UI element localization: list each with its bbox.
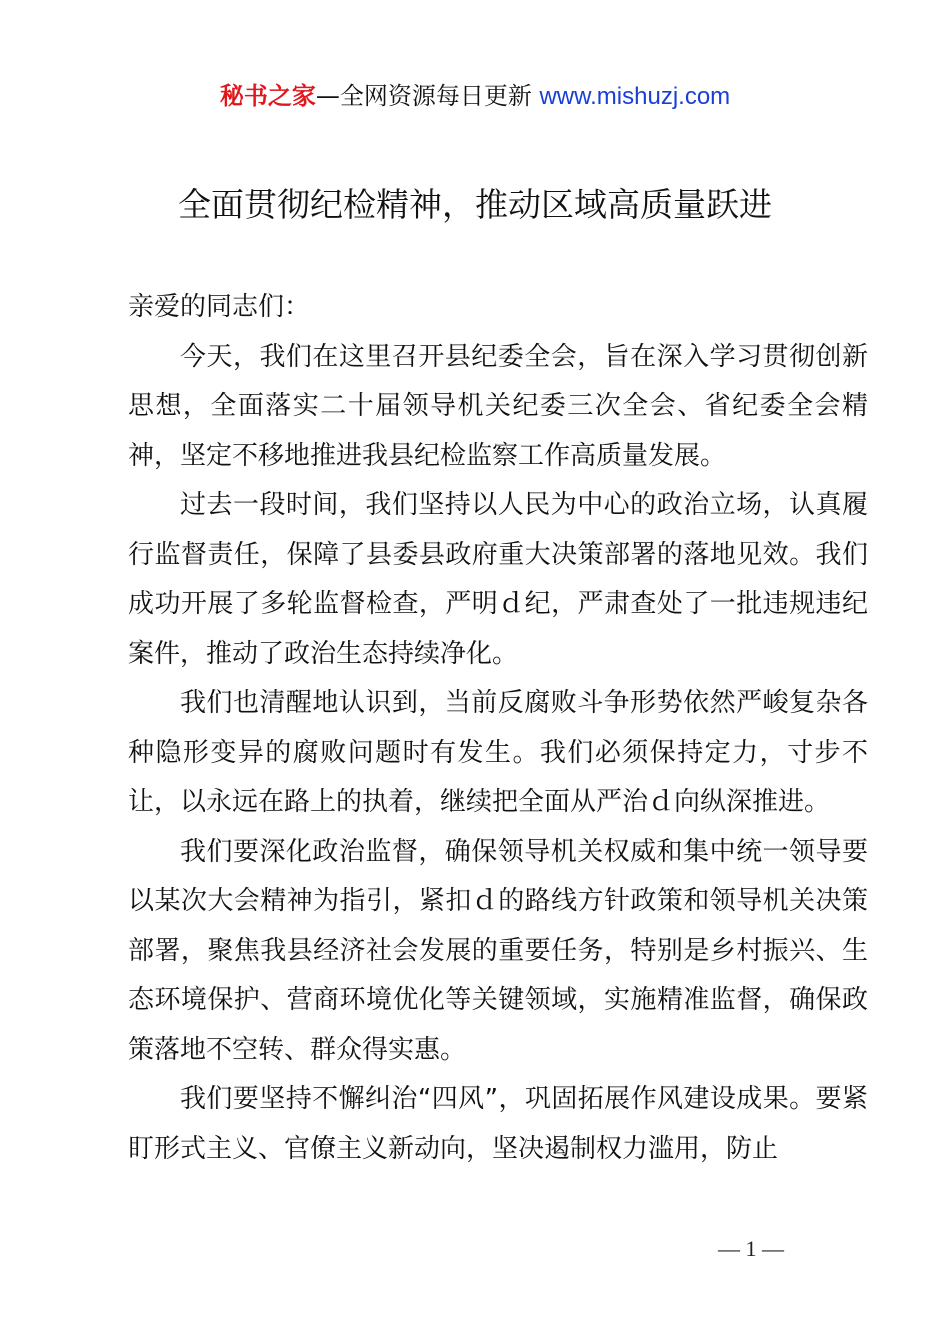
document-body [128,283,868,1174]
page-number: — 1 — [718,1236,784,1261]
site-url-link[interactable]: www.mishuzj.com [539,83,731,110]
paragraph: 我们要坚持不懈纠治“四风”，巩固拓展作风建设成果。要紧盯形式主义、官僚主义新动向，坚决遏制权力滥用，防止 [128,1084,868,1164]
paragraph: 我们也清醒地认识到，当前反腐败斗争形势依然严峻复杂各种隐形变异的腐败问题时有发生。我们必须保持定力，寸步不让，以永远在路上的执着，继续把全面从严治ｄ向纵深推进。 [128,688,868,817]
site-header [0,78,950,115]
paragraph: 过去一段时间，我们坚持以人民为中心的政治立场，认真履行监督责任，保障了县委县政府重大决策部署的落地见效。我们成功开展了多轮监督检查，严明ｄ纪，严肃查处了一批违规违纪案件，推动了政治生态持续净化。 [128,490,868,669]
paragraph: 我们要深化政治监督，确保领导机关权威和集中统一领导要以某次大会精神为指引，紧扣ｄ的路线方针政策和领导机关决策部署，聚焦我县经济社会发展的重要任务，特别是乡村振兴、生态环境保护、营商环境优化等关键领域，实施精准监督，确保政策落地不空转、群众得实惠。 [128,836,868,1065]
site-brand: 秘书之家 [219,82,316,110]
salutation: 亲爱的同志们： [128,292,311,322]
document-title: 全面贯彻纪检精神，推动区域高质量跃进 [178,185,772,224]
paragraph: 今天，我们在这里召开县纪委全会，旨在深入学习贯彻创新思想，全面落实二十届领导机关纪委三次全会、省纪委全会精神，坚定不移地推进我县纪检监察工作高质量发展。 [128,341,868,471]
site-tagline: —全网资源每日更新 [315,82,532,110]
